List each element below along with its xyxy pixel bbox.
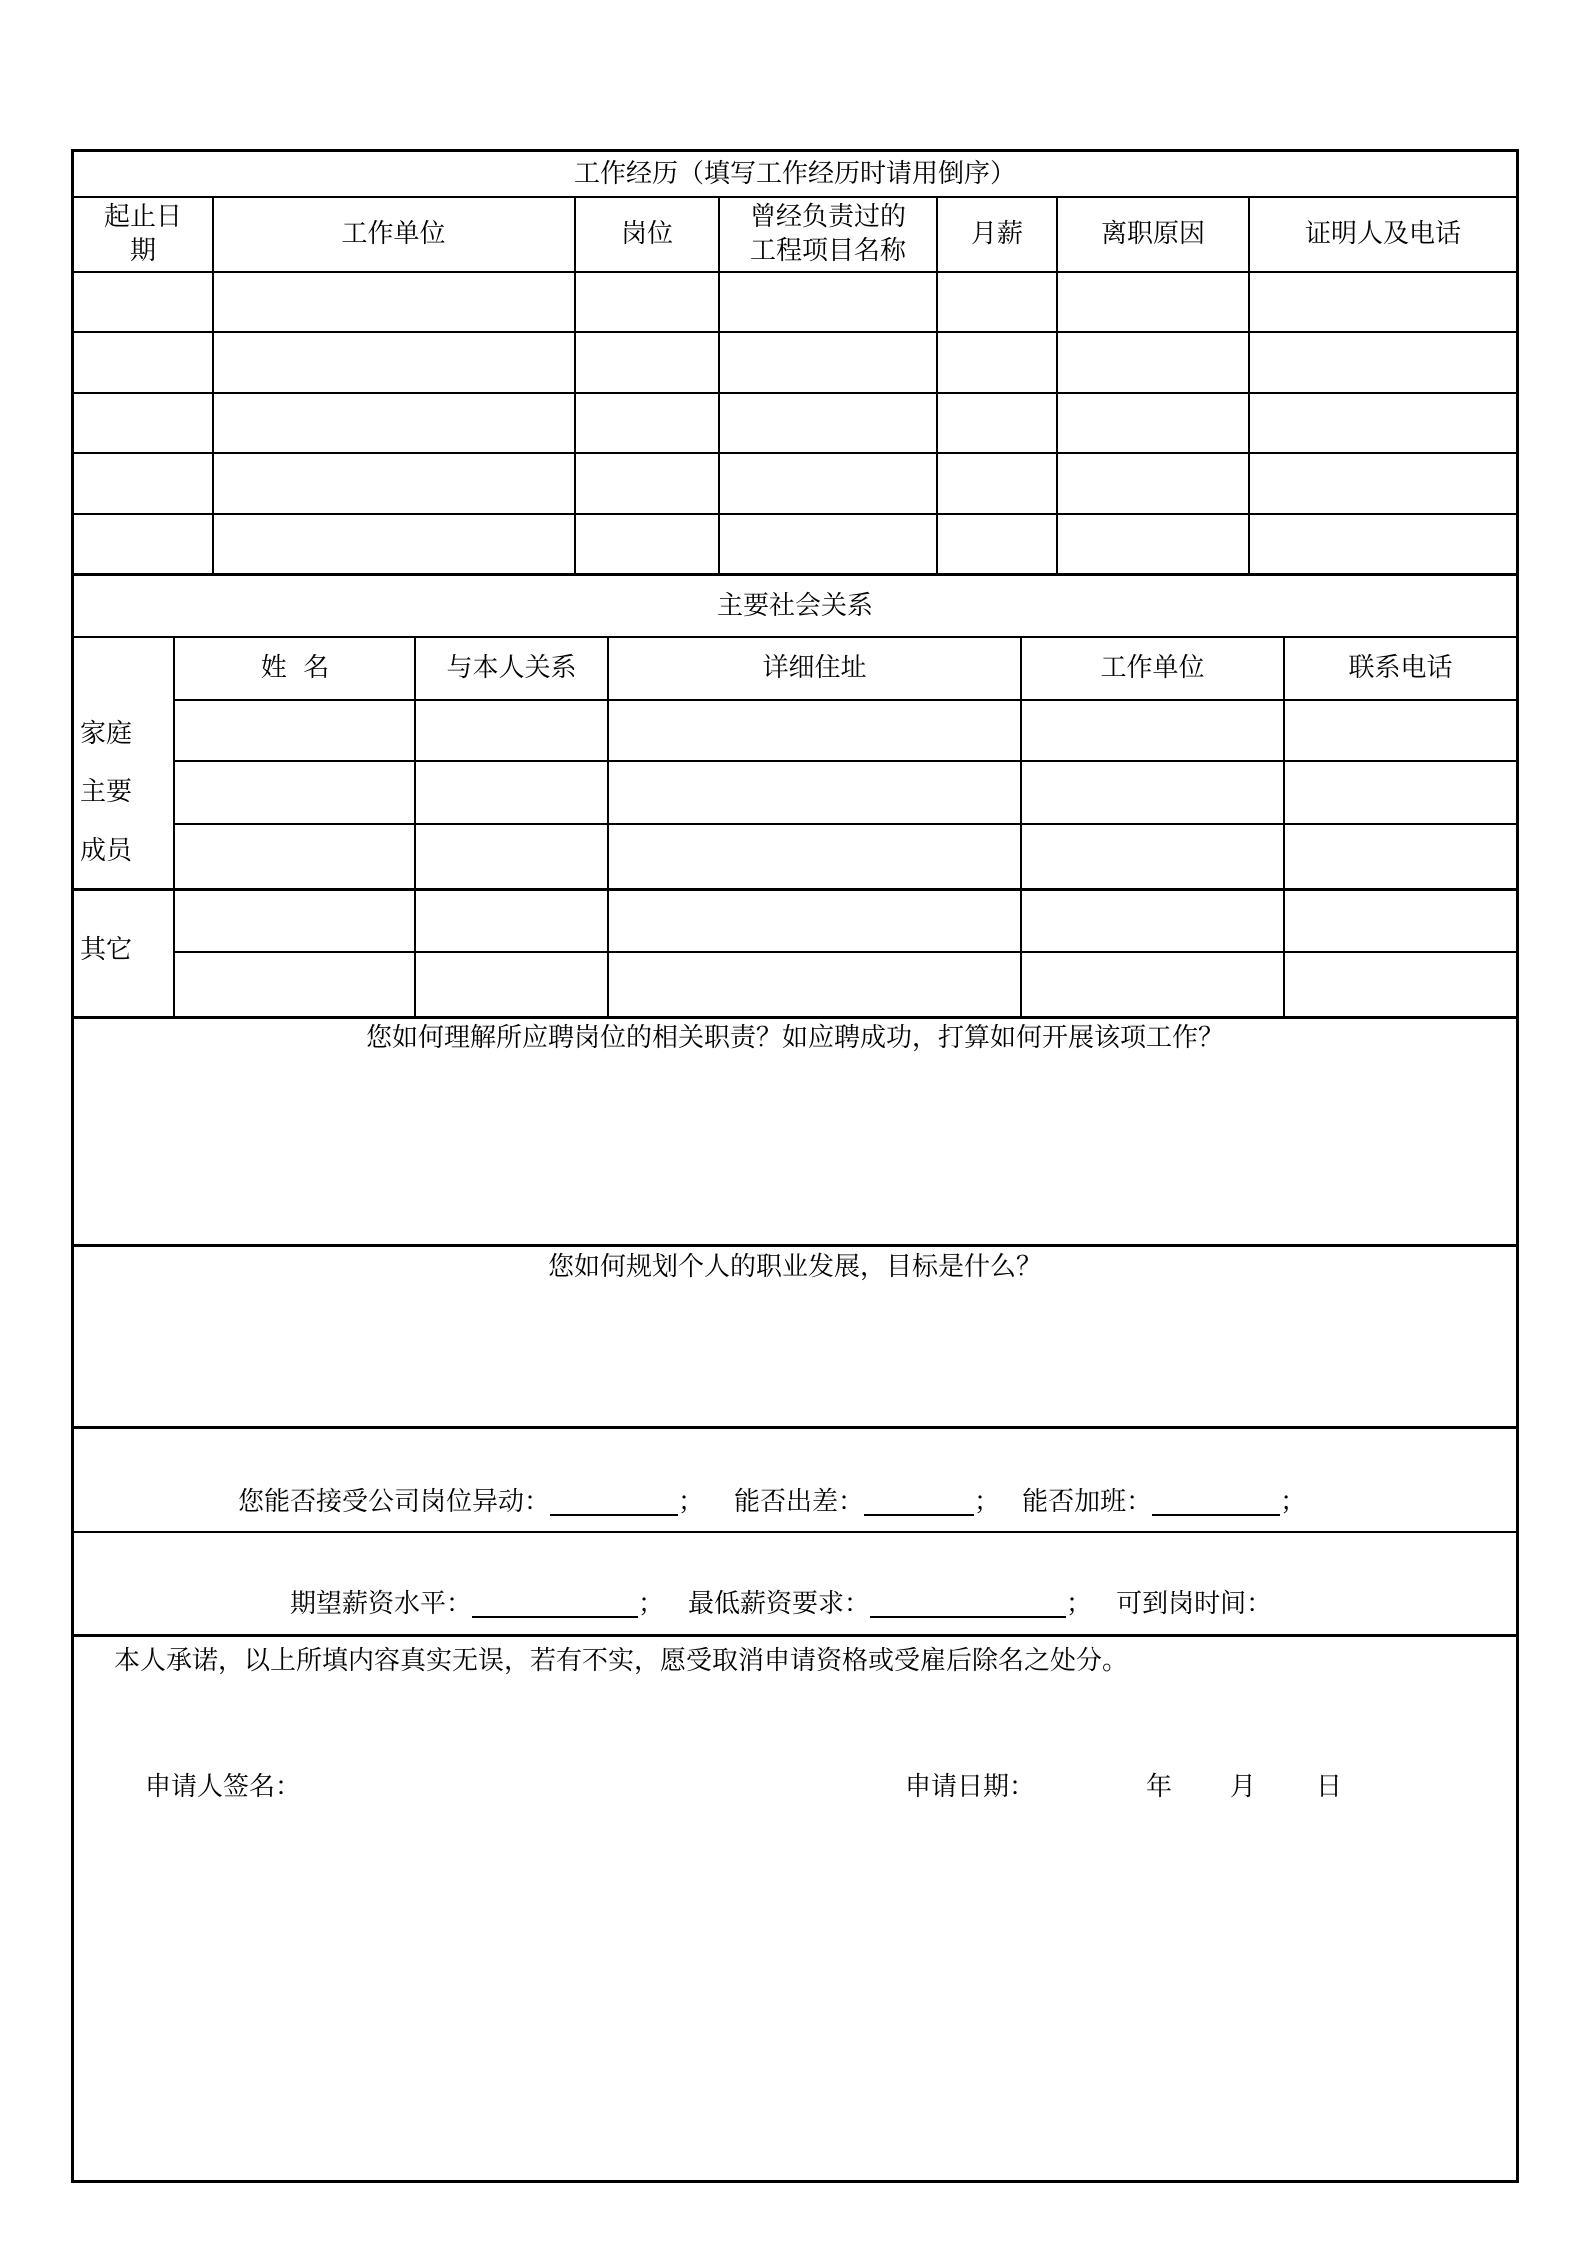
- header-line: 起止日: [103, 202, 182, 232]
- header-line: 期: [129, 236, 156, 266]
- travel-label: 能否出差：: [734, 1487, 865, 1517]
- separator: ；: [1280, 1487, 1307, 1517]
- divider: [173, 637, 175, 1017]
- other-relations-label: 其它: [80, 935, 133, 965]
- header-line: 月薪: [970, 219, 1023, 249]
- header-date-range: [74, 198, 212, 270]
- section-divider: [72, 1016, 1518, 1019]
- date-year-label: 年: [1146, 1772, 1173, 1802]
- work-history-title-text: 工作经历: [573, 158, 678, 189]
- family-members-label-3: 成员: [80, 836, 133, 866]
- header-line: 证明人及电话: [1304, 219, 1461, 249]
- header-leave-reason: [1058, 198, 1248, 270]
- available-time-label: 可到岗时间：: [1116, 1589, 1273, 1619]
- transfer-blank[interactable]: [550, 1484, 678, 1516]
- date-month-label: 月: [1230, 1772, 1257, 1802]
- header-employer: [213, 198, 574, 270]
- separator: ；: [974, 1487, 1001, 1517]
- section-divider: [72, 573, 1518, 576]
- header-monthly-salary: [938, 198, 1056, 270]
- header-line: 曾经负责过的: [749, 202, 906, 232]
- applicant-signature-label: 申请人签名：: [145, 1772, 302, 1802]
- header-line: 离职原因: [1100, 219, 1205, 249]
- header-employer-relations: 工作单位: [1100, 653, 1205, 683]
- date-day-label: 日: [1316, 1772, 1343, 1802]
- divider: [72, 1531, 1518, 1533]
- header-line: 工作单位: [341, 219, 446, 249]
- header-relationship: 与本人关系: [446, 653, 577, 683]
- header-name: 姓 名: [260, 653, 330, 683]
- other-relation-row[interactable]: [176, 953, 1516, 1015]
- application-date-label: 申请日期：: [905, 1772, 1036, 1802]
- header-line: 工程项目名称: [749, 236, 906, 266]
- other-relation-row[interactable]: [176, 891, 1516, 950]
- minimum-salary-label: 最低薪资要求：: [688, 1589, 871, 1619]
- overtime-blank[interactable]: [1152, 1484, 1280, 1516]
- transfer-label: 您能否接受公司岗位异动：: [238, 1487, 551, 1517]
- answer-job-responsibilities[interactable]: [74, 1060, 1516, 1242]
- header-contact-phone: 联系电话: [1348, 653, 1453, 683]
- family-members-label-1: 家庭: [80, 719, 133, 749]
- section-divider: [72, 1244, 1518, 1247]
- section-divider: [72, 1634, 1518, 1637]
- work-history-row[interactable]: [74, 515, 1516, 572]
- answer-career-plan[interactable]: [74, 1290, 1516, 1424]
- declaration-statement: 本人承诺，以上所填内容真实无误，若有不实，愿受取消申请资格或受雇后除名之处分。: [114, 1646, 1129, 1676]
- header-projects: [720, 198, 936, 270]
- family-members-label-2: 主要: [80, 777, 133, 807]
- section-divider: [72, 1426, 1518, 1429]
- applicant-signature-field[interactable]: [300, 1764, 860, 1808]
- acceptance-line: [238, 1484, 1306, 1519]
- family-member-row[interactable]: [176, 825, 1516, 887]
- expected-salary-label: 期望薪资水平：: [290, 1589, 473, 1619]
- header-reference-phone: [1250, 198, 1516, 270]
- header-line: 岗位: [620, 219, 673, 249]
- header-position: [576, 198, 718, 270]
- question-job-responsibilities: 您如何理解所应聘岗位的相关职责？如应聘成功，打算如何开展该项工作？: [365, 1023, 1224, 1053]
- work-history-row[interactable]: [74, 273, 1516, 330]
- family-member-row[interactable]: [176, 762, 1516, 822]
- expected-salary-blank[interactable]: [472, 1586, 638, 1618]
- separator: ；: [678, 1487, 705, 1517]
- work-history-row[interactable]: [74, 394, 1516, 451]
- work-history-title: [74, 152, 1516, 195]
- work-history-row[interactable]: [74, 454, 1516, 512]
- separator: ；: [1066, 1589, 1093, 1619]
- work-history-subtitle: （填写工作经历时请用倒序）: [678, 158, 1017, 189]
- header-address: 详细住址: [762, 653, 867, 683]
- family-member-row[interactable]: [176, 701, 1516, 759]
- overtime-label: 能否加班：: [1022, 1487, 1153, 1517]
- work-history-row[interactable]: [74, 333, 1516, 391]
- social-relations-title: 主要社会关系: [716, 591, 873, 621]
- salary-line: [290, 1586, 1272, 1621]
- question-career-plan: 您如何规划个人的职业发展，目标是什么？: [547, 1252, 1042, 1282]
- separator: ；: [638, 1589, 665, 1619]
- travel-blank[interactable]: [864, 1484, 974, 1516]
- minimum-salary-blank[interactable]: [870, 1586, 1066, 1618]
